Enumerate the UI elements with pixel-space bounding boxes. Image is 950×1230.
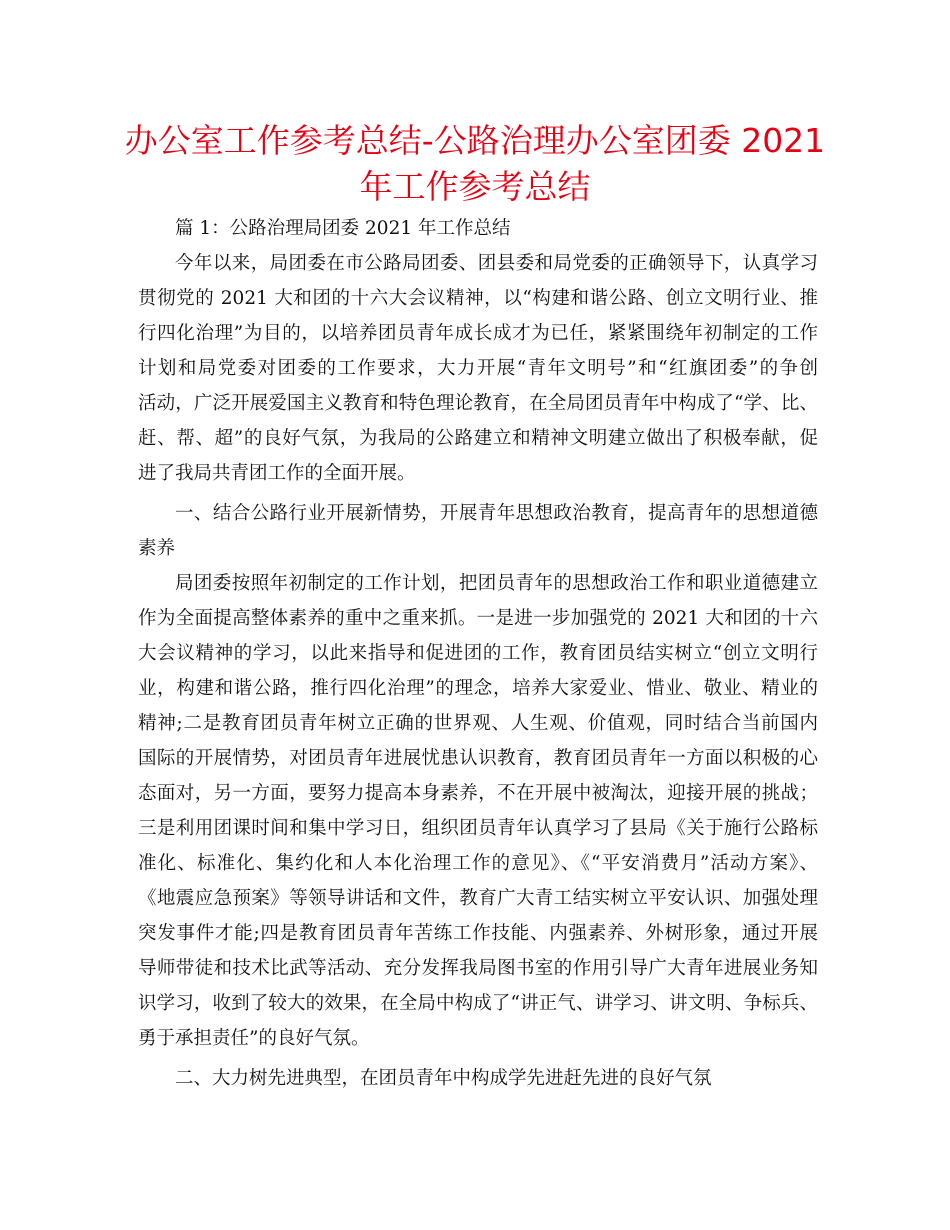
section-heading: 一、结合公路行业开展新情势，开展青年思想政治教育，提高青年的思想道德 — [175, 503, 818, 524]
paragraph-line: 精神;二是教育团员青年树立正确的世界观、人生观、价值观，同时结合当前国内 — [138, 713, 818, 734]
paragraph-line: 计划和局党委对团委的工作要求，大力开展“青年文明号”和“红旗团委”的争创 — [138, 358, 818, 379]
document-title-line-2: 年工作参考总结 — [359, 167, 591, 206]
paragraph-line: 《地震应急预案》等领导讲话和文件，教育广大青工结实树立平安认识、加强处理 — [138, 888, 818, 909]
paragraph-line: 作为全面提高整体素养的重中之重来抓。一是进一步加强党的 2021 大和团的十六 — [138, 608, 818, 629]
section-heading: 二、大力树先进典型，在团员青年中构成学先进赶先进的良好气氛 — [175, 1068, 712, 1089]
section-heading: 素养 — [138, 538, 176, 559]
paragraph-line: 三是利用团课时间和集中学习日，组织团员青年认真学习了县局《关于施行公路标 — [138, 818, 818, 839]
paragraph-line: 活动，广泛开展爱国主义教育和特色理论教育，在全局团员青年中构成了“学、比、 — [138, 393, 818, 414]
paragraph-line: 国际的开展情势，对团员青年进展忧患认识教育，教育团员青年一方面以积极的心 — [138, 748, 818, 769]
paragraph-line: 勇于承担责任”的良好气氛。 — [138, 1028, 370, 1049]
section-heading: 篇 1：公路治理局团委 2021 年工作总结 — [175, 218, 511, 239]
document-title-line-1: 办公室工作参考总结-公路治理办公室团委 2021 — [124, 121, 826, 160]
paragraph-line: 今年以来，局团委在市公路局团委、团县委和局党委的正确领导下，认真学习 — [175, 253, 818, 274]
paragraph-line: 业，构建和谐公路，推行四化治理”的理念，培养大家爱业、惜业、敬业、精业的 — [138, 678, 818, 699]
paragraph-line: 赶、帮、超”的良好气氛，为我局的公路建立和精神文明建立做出了积极奉献，促 — [138, 428, 818, 449]
paragraph-line: 导师带徒和技术比武等活动、充分发挥我局图书室的作用引导广大青年进展业务知 — [138, 958, 818, 979]
paragraph-line: 突发事件才能;四是教育团员青年苦练工作技能、内强素养、外树形象，通过开展 — [138, 923, 818, 944]
paragraph-line: 行四化治理”为目的，以培养团员青年成长成才为已任，紧紧围绕年初制定的工作 — [138, 323, 818, 344]
paragraph-line: 识学习，收到了较大的效果，在全局中构成了“讲正气、讲学习、讲文明、争标兵、 — [138, 993, 818, 1014]
paragraph-line: 态面对，另一方面，要努力提高本身素养，不在开展中被淘汰，迎接开展的挑战； — [138, 783, 818, 804]
paragraph-line: 大会议精神的学习，以此来指导和促进团的工作，教育团员结实树立“创立文明行 — [138, 643, 818, 664]
paragraph-line: 贯彻党的 2021 大和团的十六大会议精神，以“构建和谐公路、创立文明行业、推 — [138, 288, 818, 309]
paragraph-line: 进了我局共青团工作的全面开展。 — [138, 463, 416, 484]
paragraph-line: 局团委按照年初制定的工作计划，把团员青年的思想政治工作和职业道德建立 — [175, 573, 818, 594]
paragraph-line: 准化、标准化、集约化和人本化治理工作的意见》、《“平安消费月”活动方案》、 — [138, 853, 818, 874]
